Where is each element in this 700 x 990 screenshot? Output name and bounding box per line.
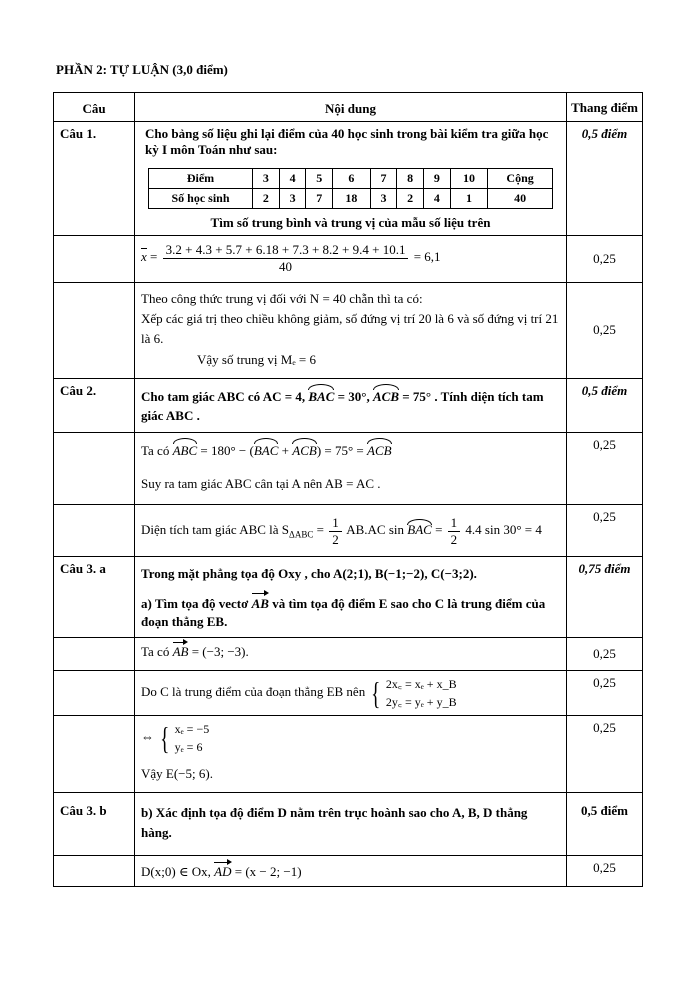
q3b-step1: D(x;0) ∈ Ox, AD = (x − 2; −1) xyxy=(135,855,567,886)
header-cau: Câu xyxy=(54,93,135,122)
q1-table-cell: 18 xyxy=(333,189,370,209)
q3a-prompt: Trong mặt phẳng tọa độ Oxy , cho A(2;1), B(−1;−2), C(−3;2). a) Tìm tọa độ vectơ AB và tìm tọa độ điểm E sao cho C là trung điểm của đoạn thẳng EB. xyxy=(135,556,567,638)
angle-bac: BAC xyxy=(308,387,334,407)
q3a-step1: Ta có AB = (−3; −3). xyxy=(135,638,567,671)
q1-median-line1: Theo công thức trung vị đối với N = 40 chẵn thì ta có: xyxy=(141,291,423,307)
q1-step1-points: 0,25 xyxy=(567,236,643,283)
vector-ab: AB xyxy=(252,595,269,613)
q1-table-cell: 7 xyxy=(306,189,333,209)
q1-table-cell: 2 xyxy=(253,189,280,209)
q3a-row xyxy=(54,556,643,638)
q3b-step1-row xyxy=(54,855,643,886)
q1-table-cell: 4 xyxy=(279,169,306,189)
q2-area: Diện tích tam giác ABC là $S_{\Delta ABC}$ = $\frac{1}{2}$ AB.AC sin BAC = $\frac{1}{2}$ 4.4 sin 30° = 4 xyxy=(135,505,567,556)
q1-table-row-so-hoc-sinh xyxy=(149,189,553,209)
angle-acb: ACB xyxy=(373,387,399,407)
q2-row xyxy=(54,378,643,432)
q2-label: Câu 2. xyxy=(54,378,135,432)
q3a-points: 0,75 điểm xyxy=(567,556,643,638)
q2-step1: Ta có ABC = 180° − (BAC + ACB) = 75° = ACB Suy ra tam giác ABC cân tại A nên AB = AC . xyxy=(135,432,567,505)
q1-table-cell: 4 xyxy=(424,189,451,209)
x-bar-symbol: x xyxy=(141,249,147,265)
q3b-step1-points: 0,25 xyxy=(567,855,643,886)
system-of-equations: { 2x꜀ = xₑ + x_B 2y꜀ = yₑ + y_B xyxy=(371,675,457,712)
q3a-step1-row xyxy=(54,638,643,671)
q1-table-cell: 5 xyxy=(306,169,333,189)
q2-prompt: Cho tam giác ABC có AC = 4, BAC = 30°, ACB = 75° . Tính diện tích tam giác ABC . xyxy=(135,378,567,432)
q1-table-cell: 10 xyxy=(450,169,487,189)
header-row xyxy=(54,93,643,122)
header-noi-dung: Nội dung xyxy=(135,93,567,122)
q1-mean-formula: x = $\frac{3.2 + 4.3 + 5.7 + 6.18 + 7.3 + 8.2 + 9.4 + 10.1}{40}$ = 6,1 xyxy=(135,236,567,283)
q1-label: Câu 1. xyxy=(54,122,135,236)
q1-table-cell: 6 xyxy=(333,169,370,189)
q3a-step2-points: 0,25 xyxy=(567,671,643,716)
q2-step1-row xyxy=(54,432,643,505)
q3a-step3-row xyxy=(54,716,643,793)
q3a-step1-points: 0,25 xyxy=(567,638,643,671)
q1-table-cell: 3 xyxy=(370,189,397,209)
q1-step2-row xyxy=(54,283,643,379)
q1-table-label-so-hoc-sinh: Số học sinh xyxy=(149,189,253,209)
q1-score-table xyxy=(148,168,553,209)
q3a-label: Câu 3. a xyxy=(54,556,135,638)
q1-row xyxy=(54,122,643,236)
q3a-step2: Do C là trung điểm của đoạn thẳng EB nên { 2x꜀ = xₑ + x_B 2y꜀ = yₑ + y_B xyxy=(135,671,567,716)
q1-table-cell: Cộng xyxy=(488,169,553,189)
q1-table-row-diem xyxy=(149,169,553,189)
q1-table-cell: 9 xyxy=(424,169,451,189)
q3a-step3-points: 0,25 xyxy=(567,716,643,793)
q1-table-cell: 8 xyxy=(397,169,424,189)
q1-table-cell: 3 xyxy=(279,189,306,209)
q1-step1-row xyxy=(54,236,643,283)
vector-ad: AD xyxy=(214,863,232,879)
q3b-label: Câu 3. b xyxy=(54,792,135,855)
q1-median xyxy=(135,283,567,379)
q3a-step3: ⇔ { xₑ = −5 yₑ = 6 Vậy E(−5; 6). xyxy=(135,716,567,793)
answer-table xyxy=(53,92,643,887)
q2-step2-points: 0,25 xyxy=(567,505,643,556)
q1-table-cell: 1 xyxy=(450,189,487,209)
section-title: PHẦN 2: TỰ LUẬN (3,0 điểm) xyxy=(56,62,228,77)
q1-points: 0,5 điểm xyxy=(567,122,643,236)
q1-prompt: Cho bảng số liệu ghi lại điểm của 40 học sinh trong bài kiểm tra giữa học kỳ I môn Toán như sau: xyxy=(145,126,549,157)
mean-fraction: $\frac{3.2 + 4.3 + 5.7 + 6.18 + 7.3 + 8.2 + 9.4 + 10.1}{40}$ xyxy=(163,242,409,274)
q1-step2-points: 0,25 xyxy=(567,283,643,379)
q1-median-line3: Vậy số trung vị Mₑ = 6 xyxy=(197,351,316,367)
q1-table-cell: 2 xyxy=(397,189,424,209)
q1-table-cell: 7 xyxy=(370,169,397,189)
header-thang-diem: Thang điểm xyxy=(567,93,643,122)
q1-content xyxy=(135,122,567,236)
q2-step2-row xyxy=(54,505,643,556)
q1-table-cell: 40 xyxy=(488,189,553,209)
q2-step1-line2: Suy ra tam giác ABC cân tại A nên AB = AC . xyxy=(141,475,381,491)
q1-ask: Tìm số trung bình và trung vị của mẫu số liệu trên xyxy=(210,215,491,230)
q3b-row xyxy=(54,792,643,855)
q2-step1-points: 0,25 xyxy=(567,432,643,505)
angle-abc: ABC xyxy=(173,441,198,462)
q1-table-label-diem: Điểm xyxy=(149,169,253,189)
q3b-prompt: b) Xác định tọa độ điểm D nằm trên trục hoành sao cho A, B, D thẳng hàng. xyxy=(135,792,567,855)
q1-median-line2: Xếp các giá trị theo chiều không giảm, số đứng vị trí 20 là 6 và số đứng vị trí 21 là 6. xyxy=(141,311,559,347)
q1-table-cell: 3 xyxy=(253,169,280,189)
q3a-step2-row xyxy=(54,671,643,716)
q3b-points: 0,5 điểm xyxy=(567,792,643,855)
q2-points: 0,5 điểm xyxy=(567,378,643,432)
